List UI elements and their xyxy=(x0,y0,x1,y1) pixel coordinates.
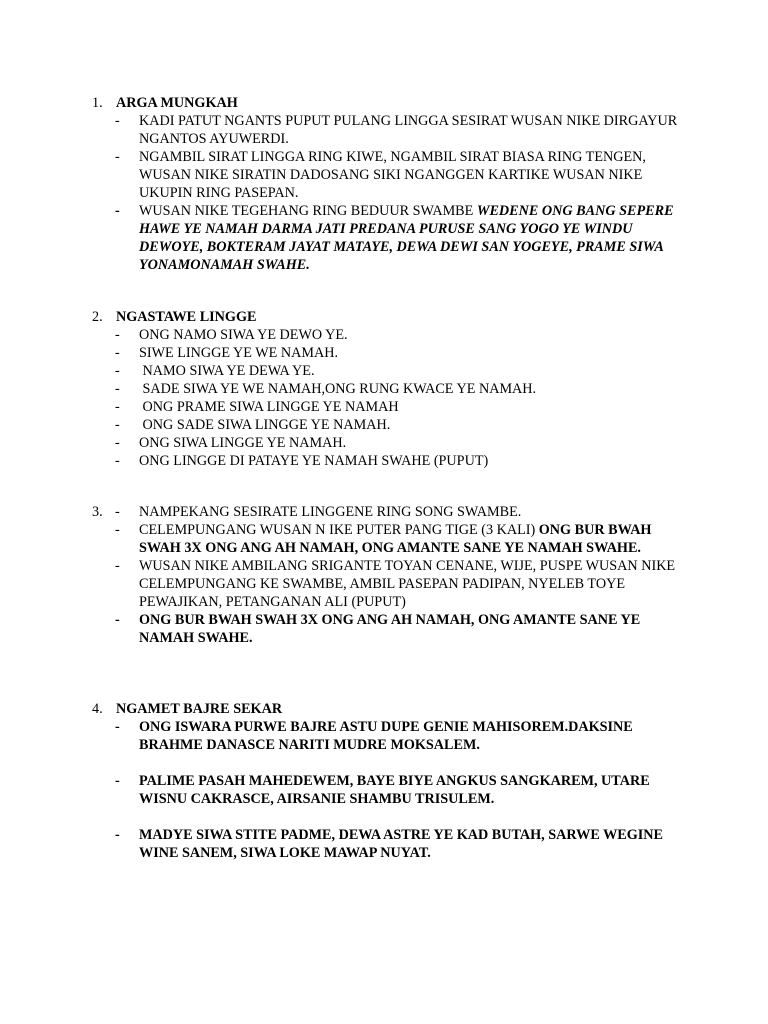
section-title: ARGA MUNGKAH xyxy=(116,95,238,111)
section-title: NGAMET BAJRE SEKAR xyxy=(116,701,283,717)
list-item xyxy=(92,416,692,434)
bullet-dash: - xyxy=(115,522,120,538)
list-item xyxy=(92,521,692,557)
section-4 xyxy=(92,700,692,862)
section-number: 4. xyxy=(92,701,103,717)
item-text: WUSAN NIKE AMBILANG SRIGANTE TOYAN CENANE, WIJE, PUSPE WUSAN NIKE CELEMPUNGANG KE SWAMBE, AMBIL PASEPAN PADIPAN, NYELEB TOYE PEWAJIKAN, PETANGANAN ALI (PUPUT) xyxy=(139,558,676,610)
bullet-dash: - xyxy=(115,399,120,415)
item-mantra: ONG ISWARA PURWE BAJRE ASTU DUPE GENIE MAHISOREM.DAKSINE BRAHME DANASCE NARITI MUDRE MOKSALEM. xyxy=(139,719,633,753)
list-item xyxy=(92,826,692,862)
bullet-dash: - xyxy=(115,827,120,843)
bullet-dash: - xyxy=(115,719,120,735)
spacer xyxy=(92,808,692,826)
list-item xyxy=(92,611,692,647)
section-heading xyxy=(92,94,692,112)
list-item xyxy=(92,452,692,470)
section-1 xyxy=(92,94,692,274)
section-number: 1. xyxy=(92,95,103,111)
item-text: CELEMPUNGANG WUSAN N IKE PUTER PANG TIGE (3 KALI) xyxy=(139,522,539,538)
item-text: WUSAN NIKE TEGEHANG RING BEDUUR SWAMBE xyxy=(139,203,477,219)
section-2 xyxy=(92,308,692,470)
bullet-dash: - xyxy=(115,149,120,165)
list-item xyxy=(92,434,692,452)
bullet-dash: - xyxy=(115,612,120,628)
list-item xyxy=(92,772,692,808)
bullet-dash: - xyxy=(115,203,120,219)
bullet-dash: - xyxy=(115,504,120,520)
item-text: ONG SIWA LINGGE YE NAMAH. xyxy=(139,435,347,451)
list-item xyxy=(92,344,692,362)
item-text: NGAMBIL SIRAT LINGGA RING KIWE, NGAMBIL SIRAT BIASA RING TENGEN, WUSAN NIKE SIRATIN DADOSANG SIKI NGANGGEN KARTIKE WUSAN NIKE UKUPIN RING PASEPAN. xyxy=(139,149,646,201)
bullet-dash: - xyxy=(115,773,120,789)
item-text: SIWE LINGGE YE WE NAMAH. xyxy=(139,345,338,361)
spacer xyxy=(92,754,692,772)
item-text: ONG PRAME SIWA LINGGE YE NAMAH xyxy=(139,399,399,415)
item-mantra: MADYE SIWA STITE PADME, DEWA ASTRE YE KAD BUTAH, SARWE WEGINE WINE SANEM, SIWA LOKE MAWAP NUYAT. xyxy=(139,827,664,861)
item-text: ONG SADE SIWA LINGGE YE NAMAH. xyxy=(139,417,391,433)
item-text: SADE SIWA YE WE NAMAH,ONG RUNG KWACE YE NAMAH. xyxy=(139,381,537,397)
section-3 xyxy=(92,503,692,647)
list-item xyxy=(92,557,692,611)
list-item xyxy=(92,380,692,398)
item-text: NAMPEKANG SESIRATE LINGGENE RING SONG SWAMBE. xyxy=(139,504,522,520)
item-text: NAMO SIWA YE DEWA YE. xyxy=(139,363,315,379)
item-text: KADI PATUT NGANTS PUPUT PULANG LINGGA SESIRAT WUSAN NIKE DIRGAYUR NGANTOS AYUWERDI. xyxy=(139,113,678,147)
section-title: NGASTAWE LINGGE xyxy=(116,309,257,325)
bullet-dash: - xyxy=(115,381,120,397)
list-item xyxy=(92,398,692,416)
bullet-dash: - xyxy=(115,363,120,379)
section-heading xyxy=(92,308,692,326)
section-number: 3. xyxy=(92,504,103,520)
list-item xyxy=(92,326,692,344)
bullet-dash: - xyxy=(115,453,120,469)
bullet-dash: - xyxy=(115,435,120,451)
item-mantra: WEDENE ONG BANG SEPERE HAWE YE NAMAH DARMA JATI PREDANA PURUSE SANG YOGO YE WINDU DEWOYE, BOKTERAM JAYAT MATAYE, DEWA DEWI SAN YOGEYE, PRAME SIWA YONAMONAMAH SWAHE. xyxy=(139,203,674,273)
bullet-dash: - xyxy=(115,417,120,433)
item-mantra: ONG BUR BWAH SWAH 3X ONG ANG AH NAMAH, ONG AMANTE SANE YE NAMAH SWAHE. xyxy=(139,522,652,556)
section-heading xyxy=(92,700,692,718)
item-text: ONG NAMO SIWA YE DEWO YE. xyxy=(139,327,348,343)
list-item xyxy=(92,148,692,202)
section-number: 2. xyxy=(92,309,103,325)
item-mantra: ONG BUR BWAH SWAH 3X ONG ANG AH NAMAH, ONG AMANTE SANE YE NAMAH SWAHE. xyxy=(139,612,641,646)
list-item xyxy=(92,718,692,754)
list-item xyxy=(92,503,692,521)
bullet-dash: - xyxy=(115,345,120,361)
list-item xyxy=(92,202,692,274)
bullet-dash: - xyxy=(115,558,120,574)
item-mantra: PALIME PASAH MAHEDEWEM, BAYE BIYE ANGKUS SANGKAREM, UTARE WISNU CAKRASCE, AIRSANIE SHAMBU TRISULEM. xyxy=(139,773,650,807)
list-item xyxy=(92,362,692,380)
bullet-dash: - xyxy=(115,113,120,129)
list-item xyxy=(92,112,692,148)
item-text: ONG LINGGE DI PATAYE YE NAMAH SWAHE (PUPUT) xyxy=(139,453,489,469)
bullet-dash: - xyxy=(115,327,120,343)
